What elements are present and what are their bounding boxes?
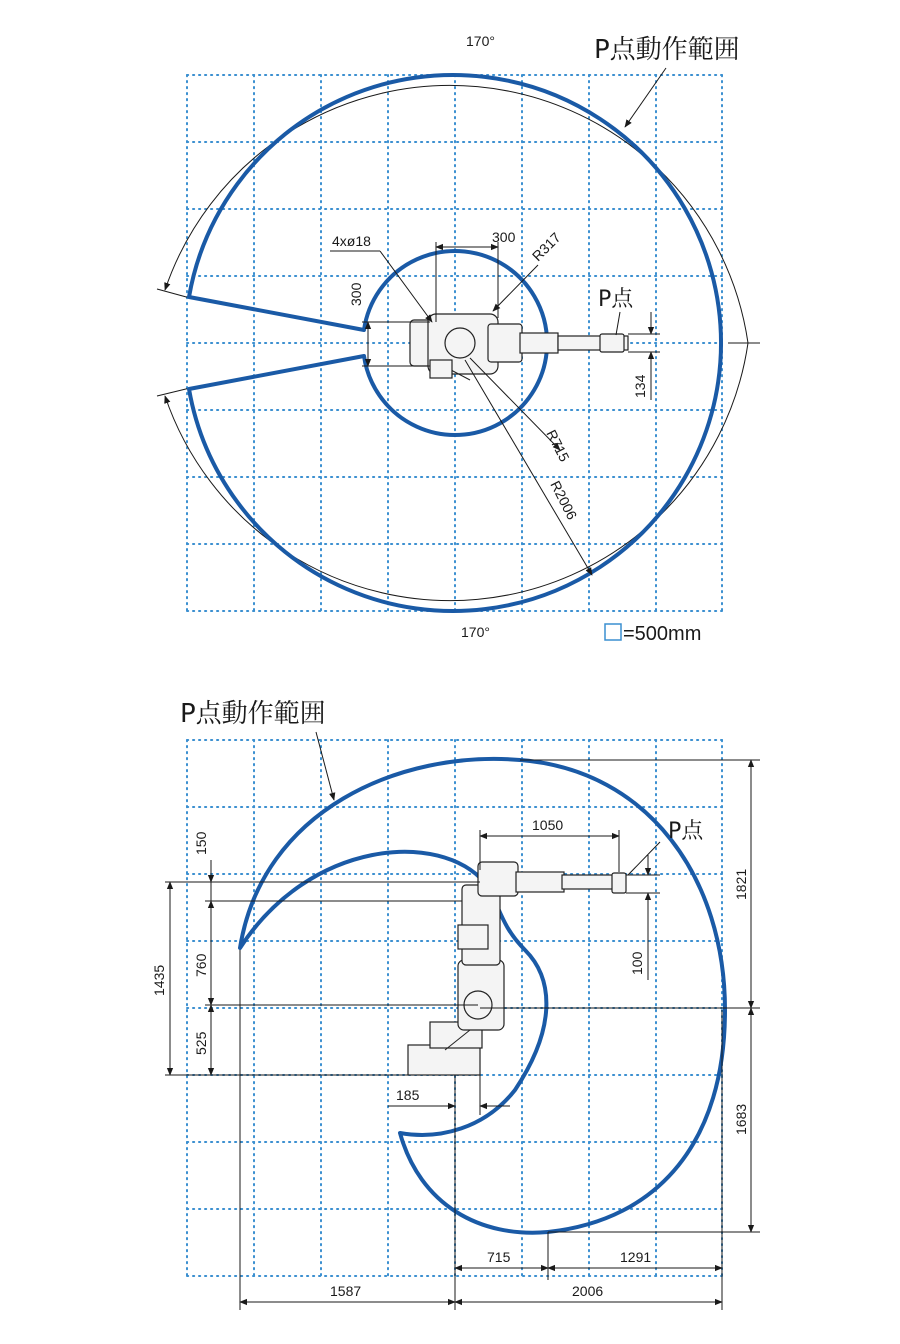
- dim300v-label: 300: [348, 282, 364, 306]
- robot-top: [410, 314, 628, 380]
- dim715-label: 715: [487, 1249, 511, 1265]
- dim134-label: 134: [632, 374, 648, 398]
- robot-side: [408, 862, 626, 1075]
- robot-axis-circle: [445, 328, 475, 358]
- scale-label: =500mm: [623, 623, 702, 645]
- p-point-leader-top: [616, 312, 620, 335]
- p-point-leader-side: [628, 842, 660, 875]
- robot-side-base: [408, 1045, 480, 1075]
- dim1050-label: 1050: [532, 817, 564, 833]
- dim2006-label: 2006: [572, 1283, 604, 1299]
- dim760-label: 760: [193, 953, 209, 977]
- dim100-label: 100: [629, 951, 645, 975]
- dim1291-label: 1291: [620, 1249, 652, 1265]
- dim1587-label: 1587: [330, 1283, 362, 1299]
- angle-bottom-label: 170°: [461, 624, 490, 640]
- robot-wrist-top: [600, 334, 624, 352]
- p-point-label-top: P点: [598, 287, 634, 312]
- robot-box: [430, 360, 452, 378]
- r2006-leader: [465, 360, 592, 575]
- side-view: [151, 699, 760, 1310]
- dim185-label: 185: [396, 1087, 420, 1103]
- angle-ext-top: [157, 289, 190, 298]
- dim1435-label: 1435: [151, 964, 167, 996]
- angle-ext-bottom: [157, 388, 190, 396]
- dim150-label: 150: [193, 831, 209, 855]
- holes-label: 4xø18: [332, 233, 371, 249]
- top-title-leader: [625, 68, 666, 127]
- dim1821-label: 1821: [733, 868, 749, 900]
- r317-label: R317: [528, 229, 564, 265]
- dim525-label: 525: [193, 1031, 209, 1055]
- side-title: P点動作範囲: [180, 699, 326, 729]
- top-title: P点動作範囲: [594, 35, 740, 65]
- robot-motor: [488, 324, 522, 362]
- r715-label: R715: [543, 427, 573, 465]
- robot-side-box: [458, 925, 488, 949]
- dim300h-label: 300: [492, 229, 516, 245]
- robot-side-forearm: [516, 872, 564, 892]
- robot-side-elbow: [478, 862, 518, 896]
- scale-square-icon: [605, 624, 621, 640]
- top-view: [157, 33, 760, 645]
- side-title-leader: [316, 732, 334, 800]
- robot-arm-top: [520, 333, 558, 353]
- dim1683-label: 1683: [733, 1103, 749, 1135]
- r2006-label: R2006: [547, 478, 581, 523]
- angle-top-label: 170°: [466, 33, 495, 49]
- robot-side-wrist: [612, 873, 626, 893]
- p-point-label-side: P点: [668, 819, 704, 844]
